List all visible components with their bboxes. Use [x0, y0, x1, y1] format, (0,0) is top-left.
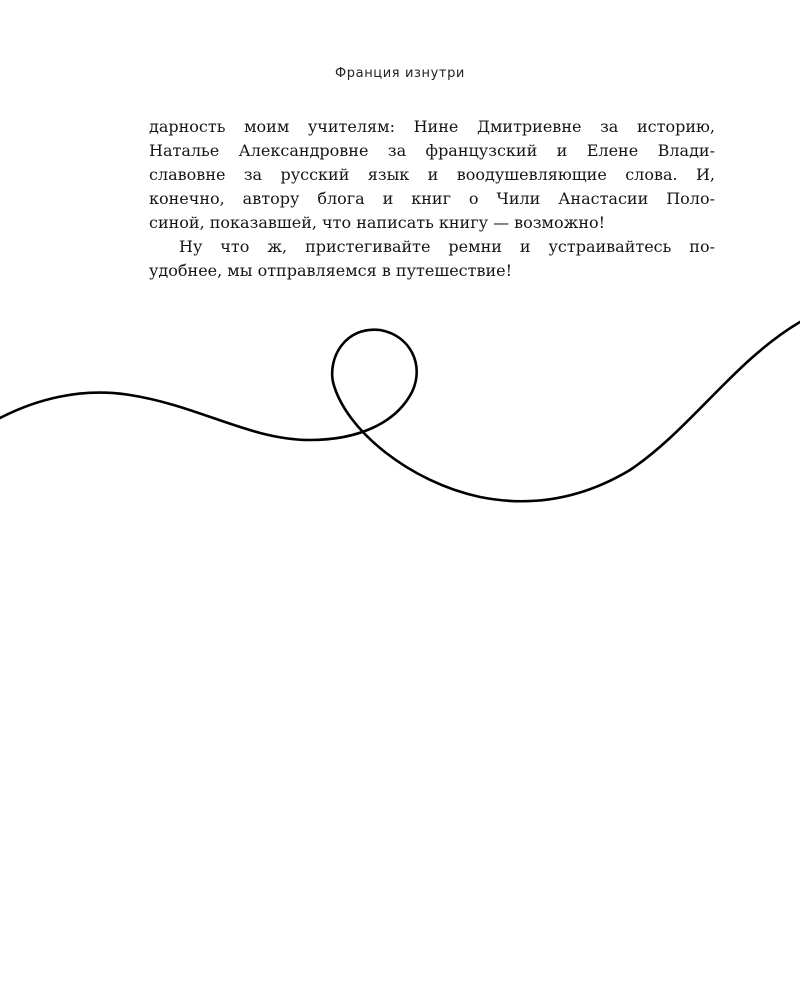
ornament-stroke — [0, 322, 800, 501]
body-text — [149, 115, 715, 283]
text-line: конечно, автору блога и книг о Чили Анастасии Поло- — [149, 189, 715, 208]
text-line: удобнее, мы отправляемся в путешествие! — [149, 261, 513, 280]
looping-line-ornament-icon — [0, 300, 800, 520]
text-line: Ну что ж, пристегивайте ремни и устраивайтесь по- — [179, 237, 715, 256]
running-head-title: Франция изнутри — [335, 66, 465, 81]
text-line: дарность моим учителям: Нине Дмитриевне за историю, — [149, 117, 715, 136]
text-line: Наталье Александровне за французский и Елене Влади- — [149, 141, 715, 160]
text-line: синой, показавшей, что написать книгу — возможно! — [149, 213, 606, 232]
text-line: славовне за русский язык и воодушевляющие слова. И, — [149, 165, 715, 184]
